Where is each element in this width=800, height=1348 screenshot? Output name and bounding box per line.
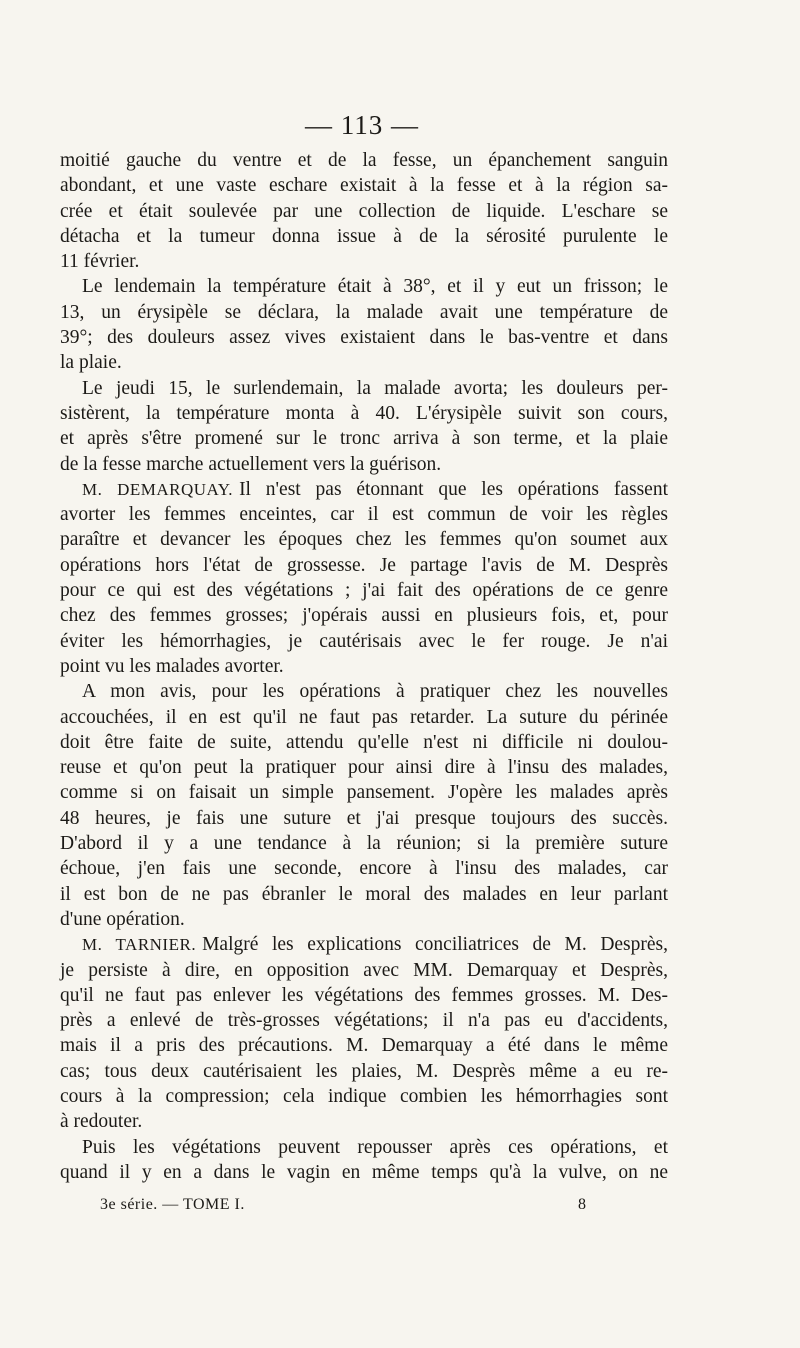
footer-series: 3e série. — TOME I. [100, 1196, 245, 1213]
text-line: d'une opération. [60, 908, 185, 930]
text-line: et après s'être promené sur le tronc arriva à son terme, et la plaie [60, 428, 668, 450]
text-line: D'abord il y a une tendance à la réunion; si la première suture [60, 833, 668, 855]
text-line: à redouter. [60, 1111, 143, 1133]
text-line: abondant, et une vaste eschare existait à la fesse et à la région sa- [60, 175, 668, 197]
text-line: A mon avis, pour les opérations à pratiquer chez les nouvelles [82, 681, 668, 703]
text-line: cas; tous deux cautérisaient les plaies, M. Desprès même a eu re- [60, 1060, 668, 1082]
text-line: moitié gauche du ventre et de la fesse, un épanchement sanguin [60, 150, 668, 171]
text-line: échoue, j'en fais une seconde, encore à l'insu des malades, car [60, 858, 668, 880]
text-line: reuse et qu'on peut la pratiquer pour ainsi dire à l'insu des malades, [60, 757, 668, 779]
text-line: 39°; des douleurs assez vives existaient dans le bas-ventre et dans [60, 327, 668, 349]
body-text [60, 148, 668, 1185]
text-line: il est bon de ne pas ébranler le moral des malades en leur parlant [60, 883, 668, 905]
text-line [60, 932, 668, 957]
text-line: éviter les hémorrhagies, je cautérisais avec le fer rouge. Je n'ai [60, 630, 668, 652]
text-line: pour ce qui est des végétations ; j'ai fait des opérations de ce genre [60, 580, 668, 602]
text-line: près a enlevé de très-grosses végétations; il n'a pas eu d'accidents, [60, 1010, 668, 1032]
text-line: cours à la compression; cela indique combien les hémorrhagies sont [60, 1085, 668, 1107]
text-line: mais il a pris des précautions. M. Demarquay a été dans le même [60, 1035, 668, 1057]
footer-sheet-number: 8 [578, 1196, 586, 1213]
text-line: Puis les végétations peuvent repousser après ces opérations, et [82, 1136, 668, 1158]
speech-text: Malgré les explications conciliatrices de M. Desprès, [202, 934, 669, 956]
text-line: doit être faite de suite, attendu qu'elle n'est ni difficile ni doulou- [60, 731, 668, 753]
text-line [60, 477, 668, 502]
text-line: avorter les femmes enceintes, car il est commun de voir les règles [60, 504, 668, 526]
text-line: la plaie. [60, 352, 122, 374]
text-line: paraître et devancer les époques chez les femmes qu'on soumet aux [60, 529, 668, 551]
text-line: je persiste à dire, en opposition avec MM. Demarquay et Desprès, [60, 959, 668, 981]
page-number: — 113 — [305, 110, 419, 140]
text-line: opérations hors l'état de grossesse. Je partage l'avis de M. Desprès [60, 554, 668, 576]
text-line: point vu les malades avorter. [60, 655, 284, 677]
text-line: 48 heures, je fais une suture et j'ai presque toujours des succès. [60, 807, 668, 829]
text-line: crée et était soulevée par une collection de liquide. L'eschare se [60, 200, 668, 222]
text-line: Le lendemain la température était à 38°, et il y eut un frisson; le [82, 276, 668, 298]
speaker-name: M. DEMARQUAY. [82, 479, 234, 499]
text-line: détacha et la tumeur donna issue à de la sérosité purulente le [60, 225, 668, 247]
text-line: de la fesse marche actuellement vers la guérison. [60, 453, 442, 475]
text-line: 13, un érysipèle se déclara, la malade avait une température de [60, 301, 668, 323]
speaker-name: M. TARNIER. [82, 935, 197, 955]
text-line: sistèrent, la température monta à 40. L'érysipèle suivit son cours, [60, 402, 668, 424]
text-line: comme si on faisait un simple pansement. J'opère les malades après [60, 782, 668, 804]
text-line: chez des femmes grosses; j'opérais aussi en plusieurs fois, et, pour [60, 605, 668, 627]
text-line: 11 février. [60, 251, 140, 273]
text-line: quand il y en a dans le vagin en même temps qu'à la vulve, on ne [60, 1161, 668, 1183]
text-line: Le jeudi 15, le surlendemain, la malade avorta; les douleurs per- [82, 377, 668, 399]
text-line: accouchées, il en est qu'il ne faut pas retarder. La suture du périnée [60, 706, 668, 728]
speech-text: Il n'est pas étonnant que les opérations fassent [239, 478, 668, 500]
text-line: qu'il ne faut pas enlever les végétations des femmes grosses. M. Des- [60, 984, 668, 1006]
